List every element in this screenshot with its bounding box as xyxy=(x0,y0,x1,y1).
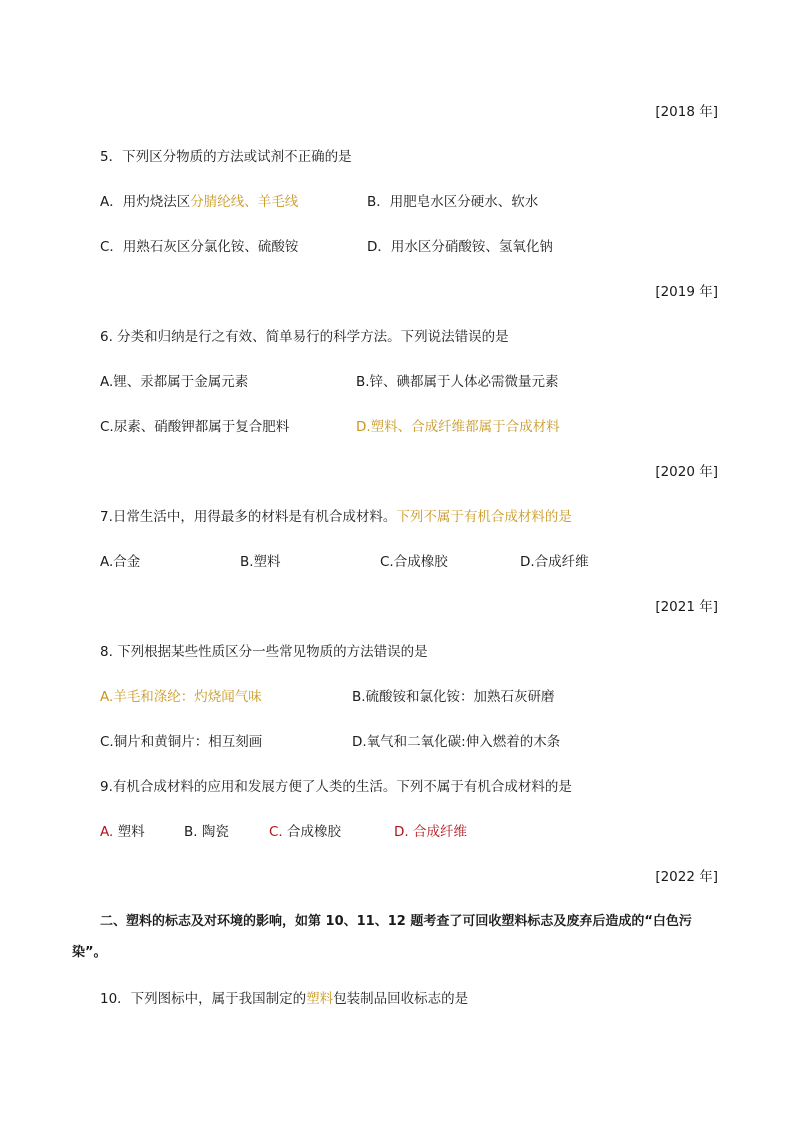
q7-option-c: C.合成橡胶 xyxy=(380,554,448,570)
year-label-2020: [2020 年] xyxy=(655,464,718,480)
q9-option-d-letter: D. xyxy=(394,824,409,840)
year-label-2021: [2021 年] xyxy=(655,599,718,615)
q5-option-a-highlight: 分腈纶线、羊毛线 xyxy=(190,194,299,210)
q7-stem xyxy=(100,508,572,526)
q9-option-a xyxy=(100,823,145,841)
q6-stem: 6. 分类和归纳是行之有效、简单易行的科学方法。下列说法错误的是 xyxy=(100,329,509,345)
q5-option-a xyxy=(100,193,298,211)
q7-stem-highlight: 下列不属于有机合成材料的是 xyxy=(396,509,572,525)
q9-option-c-letter: C. xyxy=(269,824,283,840)
q10-stem-post: 包装制品回收标志的是 xyxy=(333,991,469,1007)
q8-option-a: A.羊毛和涤纶：灼烧闻气味 xyxy=(100,689,262,705)
q9-option-c-text: 合成橡胶 xyxy=(287,824,342,840)
q6-option-c: C.尿素、硝酸钾都属于复合肥料 xyxy=(100,419,290,435)
q7-stem-text: 7.日常生活中，用得最多的材料是有机合成材料。 xyxy=(100,509,397,525)
section-2-heading-line2: 染”。 xyxy=(72,945,107,960)
section-2-heading-line1: 二、塑料的标志及对环境的影响，如第 10、11、12 题考查了可回收塑料标志及废弃后造成的“白色污 xyxy=(100,914,692,929)
q9-option-d xyxy=(394,823,467,841)
q9-option-d-text: 合成纤维 xyxy=(412,824,467,840)
q5-option-b: B．用肥皂水区分硬水、软水 xyxy=(367,194,539,210)
q5-option-c: C．用熟石灰区分氯化铵、硫酸铵 xyxy=(100,239,299,255)
q10-stem-pre: 10．下列图标中，属于我国制定的 xyxy=(100,991,307,1007)
q8-option-b: B.硫酸铵和氯化铵：加熟石灰研磨 xyxy=(352,689,555,705)
year-label-2019: [2019 年] xyxy=(655,284,718,300)
q5-stem: 5．下列区分物质的方法或试剂不正确的是 xyxy=(100,149,352,165)
q6-option-a: A.锂、汞都属于金属元素 xyxy=(100,374,249,390)
year-label-2022: [2022 年] xyxy=(655,869,718,885)
q7-option-d: D.合成纤维 xyxy=(520,554,589,570)
q10-stem xyxy=(100,990,468,1008)
q9-option-b-text: 陶瓷 xyxy=(201,824,229,840)
q7-option-a: A.合金 xyxy=(100,554,141,570)
q9-option-c xyxy=(269,823,341,841)
q5-option-d: D．用水区分硝酸铵、氢氧化钠 xyxy=(367,239,553,255)
year-label-2018: [2018 年] xyxy=(655,104,718,120)
q8-option-d: D.氧气和二氧化碳:伸入燃着的木条 xyxy=(352,734,561,750)
q6-option-d: D.塑料、合成纤维都属于合成材料 xyxy=(356,419,560,435)
q9-stem: 9.有机合成材料的应用和发展方便了人类的生活。下列不属于有机合成材料的是 xyxy=(100,779,572,795)
q9-option-b-letter: B. xyxy=(184,824,198,840)
q6-option-b: B.锌、碘都属于人体必需微量元素 xyxy=(356,374,559,390)
q9-option-a-text: 塑料 xyxy=(117,824,145,840)
q9-option-b xyxy=(184,823,229,841)
q5-option-a-text: A．用灼烧法区 xyxy=(100,194,191,210)
q8-option-c: C.铜片和黄铜片：相互刻画 xyxy=(100,734,263,750)
q9-option-a-letter: A. xyxy=(100,824,114,840)
q10-stem-highlight: 塑料 xyxy=(306,991,334,1007)
q8-stem: 8. 下列根据某些性质区分一些常见物质的方法错误的是 xyxy=(100,644,428,660)
q7-option-b: B.塑料 xyxy=(240,554,281,570)
